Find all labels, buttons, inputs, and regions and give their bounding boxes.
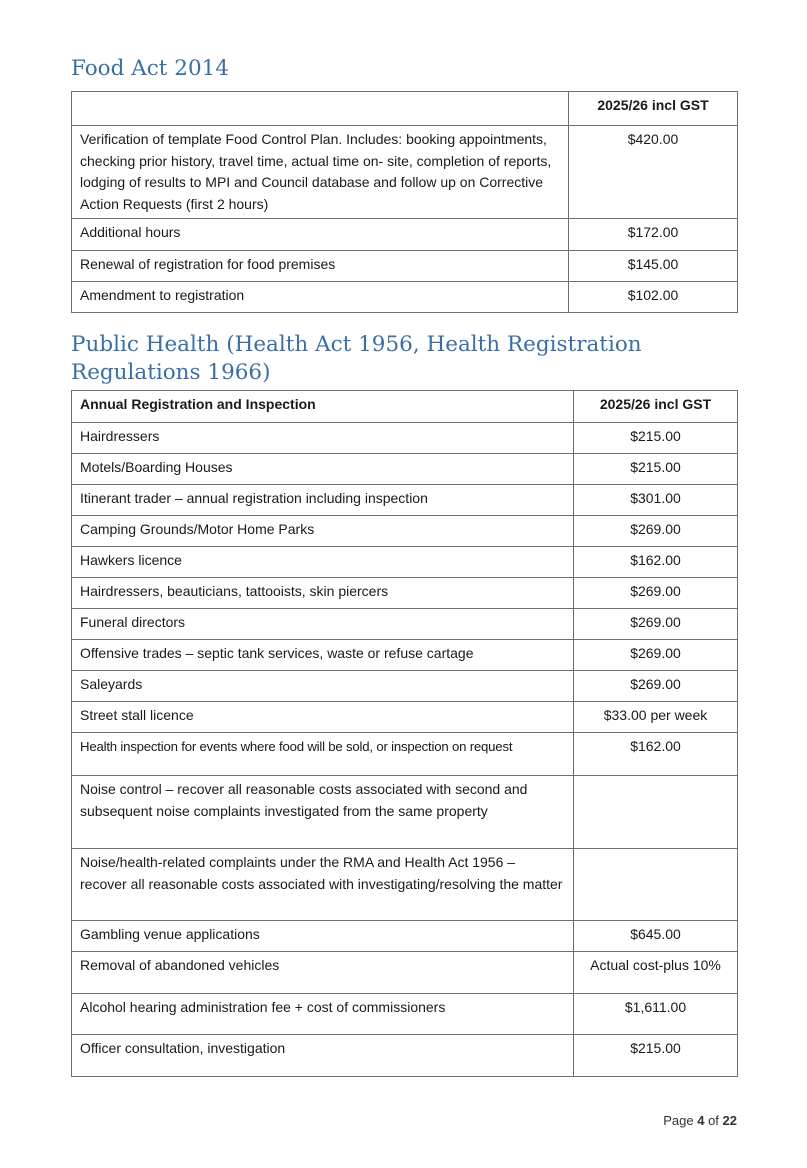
- description-column-header: [72, 92, 569, 126]
- row-fee: $215.00: [574, 423, 738, 454]
- row-fee: $420.00: [569, 126, 738, 219]
- table-row: [72, 609, 738, 640]
- row-description: Saleyards: [72, 671, 574, 702]
- table-row: [72, 516, 738, 547]
- table-header-row: [72, 391, 738, 423]
- table-row: [72, 423, 738, 454]
- row-description: Removal of abandoned vehicles: [72, 952, 574, 994]
- table-row: [72, 251, 738, 282]
- row-description: Alcohol hearing administration fee + cost of commissioners: [72, 994, 574, 1035]
- table-row: [72, 282, 738, 313]
- row-fee: $162.00: [574, 733, 738, 776]
- table-row: [72, 952, 738, 994]
- section-heading-food-act: Food Act 2014: [71, 56, 229, 81]
- fee-column-header: 2025/26 incl GST: [574, 391, 738, 423]
- row-fee: $102.00: [569, 282, 738, 313]
- row-fee: $269.00: [574, 671, 738, 702]
- row-fee: [574, 849, 738, 921]
- row-fee: $215.00: [574, 1035, 738, 1077]
- row-description: Amendment to registration: [72, 282, 569, 313]
- row-fee: $269.00: [574, 516, 738, 547]
- page-number: 4: [697, 1113, 705, 1128]
- row-fee: $162.00: [574, 547, 738, 578]
- row-description: Health inspection for events where food will be sold, or inspection on request: [72, 733, 574, 776]
- of-label: of: [708, 1113, 719, 1128]
- table-row: [72, 994, 738, 1035]
- table-header-row: [72, 92, 738, 126]
- row-fee: $645.00: [574, 921, 738, 952]
- table-row: [72, 702, 738, 733]
- table-row: [72, 640, 738, 671]
- fee-column-header: 2025/26 incl GST: [569, 92, 738, 126]
- table-row: [72, 485, 738, 516]
- row-description: Motels/Boarding Houses: [72, 454, 574, 485]
- table-row: [72, 578, 738, 609]
- description-column-header: Annual Registration and Inspection: [72, 391, 574, 423]
- row-fee: $269.00: [574, 578, 738, 609]
- table-row: [72, 776, 738, 849]
- row-description: Officer consultation, investigation: [72, 1035, 574, 1077]
- table-row: [72, 921, 738, 952]
- table-row: [72, 126, 738, 219]
- row-fee: $33.00 per week: [574, 702, 738, 733]
- row-fee: Actual cost-plus 10%: [574, 952, 738, 994]
- row-description: Offensive trades – septic tank services, waste or refuse cartage: [72, 640, 574, 671]
- row-fee: $1,611.00: [574, 994, 738, 1035]
- row-description: Itinerant trader – annual registration including inspection: [72, 485, 574, 516]
- row-description: Hawkers licence: [72, 547, 574, 578]
- table-row: [72, 1035, 738, 1077]
- table-row: [72, 219, 738, 251]
- row-description: Additional hours: [72, 219, 569, 251]
- table-row: [72, 547, 738, 578]
- row-fee: $145.00: [569, 251, 738, 282]
- row-description: Hairdressers, beauticians, tattooists, skin piercers: [72, 578, 574, 609]
- row-description: Gambling venue applications: [72, 921, 574, 952]
- page-label: Page: [663, 1113, 694, 1128]
- row-description: Noise control – recover all reasonable costs associated with second and subsequent noise complaints investigated from the same property: [72, 776, 574, 849]
- row-fee: $215.00: [574, 454, 738, 485]
- row-description: Camping Grounds/Motor Home Parks: [72, 516, 574, 547]
- row-fee: $269.00: [574, 640, 738, 671]
- row-fee: $301.00: [574, 485, 738, 516]
- table-row: [72, 849, 738, 921]
- row-description: Renewal of registration for food premises: [72, 251, 569, 282]
- row-description: Street stall licence: [72, 702, 574, 733]
- public-health-fee-table: [71, 390, 738, 1077]
- row-fee: $172.00: [569, 219, 738, 251]
- section-heading-public-health: Public Health (Health Act 1956, Health Registration Regulations 1966): [71, 332, 642, 385]
- row-description: Verification of template Food Control Plan. Includes: booking appointments, checking prior history, travel time, actual time on- site, completion of reports, lodging of results to MPI and Council database and follow up on Corrective Action Requests (first 2 hours): [72, 126, 569, 219]
- food-act-fee-table: [71, 91, 738, 313]
- page-total: 22: [722, 1113, 737, 1128]
- row-fee: [574, 776, 738, 849]
- table-row: [72, 733, 738, 776]
- row-description: Hairdressers: [72, 423, 574, 454]
- row-fee: $269.00: [574, 609, 738, 640]
- page-footer: [663, 1113, 737, 1128]
- row-description: Noise/health-related complaints under the RMA and Health Act 1956 – recover all reasonable costs associated with investigating/resolving the matter: [72, 849, 574, 921]
- table-row: [72, 671, 738, 702]
- row-description: Funeral directors: [72, 609, 574, 640]
- table-row: [72, 454, 738, 485]
